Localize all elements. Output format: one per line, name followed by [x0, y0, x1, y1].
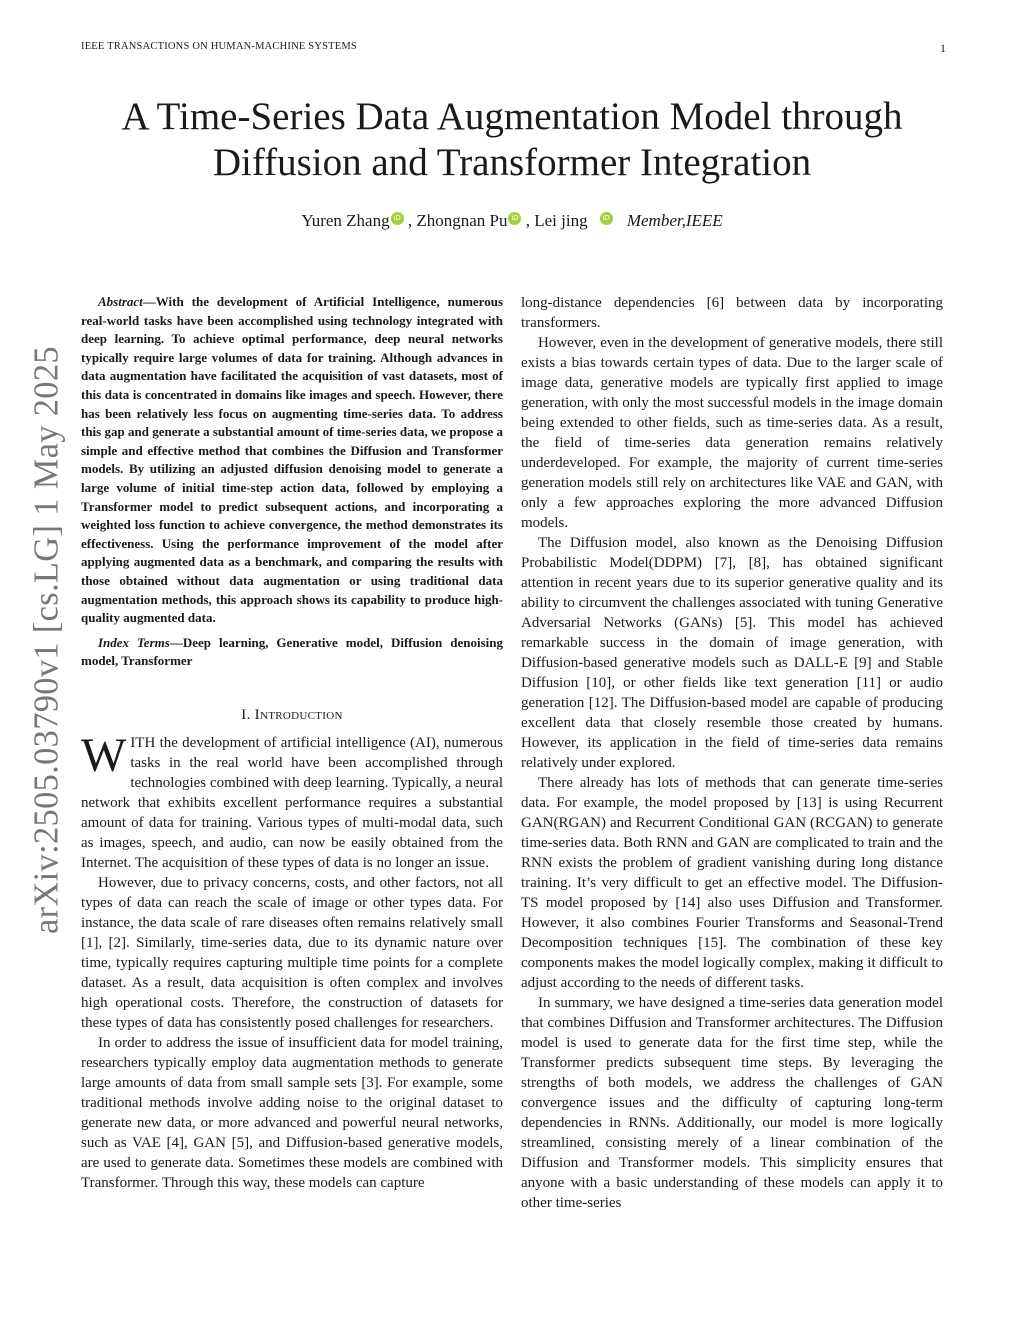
page-number: 1 — [940, 41, 946, 55]
author-name: , Lei jing — [525, 211, 588, 230]
author-membership: Member,IEEE — [626, 211, 723, 230]
paragraph: However, even in the development of generative models, there still exists a bias towards certain types of data. Due to the larger scale of image data, generative models are typically first applied to image generation, with only the most successful models in the image domain being extended to other fields, such as time-series data. As a result, the field of time-series data generation remains relatively underdeveloped. For example, the majority of current time-series generation models still rely on architectures like VAE and GAN, with only a few approaches exploring the more advanced Diffusion models. — [521, 335, 943, 531]
title-line-2: Diffusion and Transformer Integration — [212, 141, 812, 184]
author-name: Yuren Zhang — [301, 211, 390, 230]
orcid-icon[interactable]: iD — [391, 212, 404, 225]
right-column — [521, 293, 943, 1213]
dropcap: W — [81, 728, 127, 782]
title-line-1: A Time-Series Data Augmentation Model through — [121, 95, 903, 138]
index-terms-lead: Index Terms — [98, 634, 170, 650]
left-column — [81, 293, 503, 1193]
paragraph: However, due to privacy concerns, costs, and other factors, not all types of data can reach the scale of image or other types data. For instance, the data scale of rare diseases often remains relatively small [1], [2]. Similarly, time-series data, due to its dynamic nature over time, typically requires capturing multiple time points for a complete dataset. As a result, data acquisition is often complex and involves high operational costs. Therefore, the construction of datasets for these types of data has consistently posed challenges for researchers. — [81, 874, 503, 1031]
paragraph: In summary, we have designed a time-series data generation model that combines Diffusion and Transformer architectures. The Diffusion model is used to generate data for the first time step, while the Transformer predicts subsequent time steps. By leveraging the strengths of both models, we address the challenges of GAN convergence issues and the difficulty of capturing long-term dependencies in RNNs. Additionally, our model is more logically streamlined, consisting merely of a linear combination of the Diffusion and Transformer models. This simplicity ensures that anyone with a basic understanding of these models can apply it to other time-series — [521, 995, 943, 1211]
index-terms-body: —Deep learning, Generative model, Diffusion denoising model, Transformer — [81, 634, 504, 669]
paragraph: There already has lots of methods that can generate time-series data. For example, the model proposed by [13] is using Recurrent GAN(RGAN) and Recurrent Conditional GAN (RCGAN) to generate time-series data. Both RNN and GAN are complicated to train and the RNN exists the problem of gradient vanishing during long distance training. It’s very difficult to get an effective model. The Diffusion-TS model proposed by [14] also uses Diffusion and Transformer. However, it also combines Fourier Transforms and Seasonal-Trend Decomposition techniques [15]. The combination of these key components makes the model logically complex, making it difficult to adjust according to the needs of different tasks. — [521, 775, 943, 991]
index-terms — [81, 634, 503, 671]
author-line — [60, 211, 964, 231]
paper-title — [60, 94, 964, 186]
orcid-icon[interactable]: iD — [508, 212, 521, 225]
paragraph: The Diffusion model, also known as the Denoising Diffusion Probabilistic Model(DDPM) [7], [8], has obtained significant attention in recent years due to its superior generative quality and its ability to circumvent the challenges associated with tuning Generative Adversarial Networks (GANs) [5]. This model has achieved remarkable success in the domain of image generation, with Diffusion-based generative models such as DALL-E [9] and Stable Diffusion [10], or other fields like text generation [11] or audio generation [12]. The Diffusion-based model are capable of producing excellent data that closely resemble those created by humans. However, its application in the field of time-series data remains relatively under explored. — [521, 535, 943, 771]
abstract — [81, 293, 503, 628]
abstract-body: —With the development of Artificial Intelligence, numerous real-world tasks have been accomplished using technology integrated with deep learning. To achieve optimal performance, deep neural networks typically require large volumes of data for training. Although advances in data augmentation have facilitated the acquisition of vast datasets, most of this data is concentrated in domains like images and speech. However, there has been relatively less focus on augmenting time-series data. To address this gap and generate a substantial amount of time-series data, we propose a simple and effective method that combines the Diffusion and Transformer models. By utilizing an adjusted diffusion denoising model to generate a large volume of initial time-step action data, followed by employing a Transformer model to predict subsequent actions, and incorporating a weighted loss function to achieve convergence, the method demonstrates its effectiveness. Using the performance improvement of the model after applying augmented data as a benchmark, and comparing the results with those obtained without data augmentation or using traditional data augmentation methods, this approach shows its capability to produce high-quality augmented data. — [81, 294, 503, 626]
abstract-lead: Abstract — [98, 294, 143, 309]
paragraph-text: ITH the development of artificial intelligence (AI), numerous tasks in the real world have been accomplished through technologies combined with deep learning. Typically, a neural network that exhibits excellent performance requires a substantial amount of data for training. Various types of multi-modal data, such as images, speech, and audio, can now be easily obtained from the Internet. The acquisition of these types of data is no longer an issue. — [81, 734, 503, 871]
orcid-icon[interactable]: iD — [600, 212, 613, 225]
arxiv-stamp[interactable]: arXiv:2505.03790v1 [cs.LG] 1 May 2025 — [27, 346, 66, 934]
paragraph: long-distance dependencies [6] between data by incorporating transformers. — [521, 295, 943, 331]
section-heading: I. Introduction — [241, 706, 343, 723]
author-name: , Zhongnan Pu — [407, 211, 508, 230]
paragraph: In order to address the issue of insufficient data for model training, researchers typically employ data augmentation methods to generate large amounts of data from small sample sets [3]. For example, some traditional methods involve adding noise to the original dataset to generate new data, or more advanced and powerful neural networks, such as VAE [4], GAN [5], and Diffusion-based generative models, are used to generate data. Sometimes these models are combined with Transformer. Through this way, these models can capture — [81, 1034, 503, 1191]
running-head: IEEE TRANSACTIONS ON HUMAN-MACHINE SYSTEMS — [81, 41, 357, 52]
paragraph — [81, 728, 503, 873]
